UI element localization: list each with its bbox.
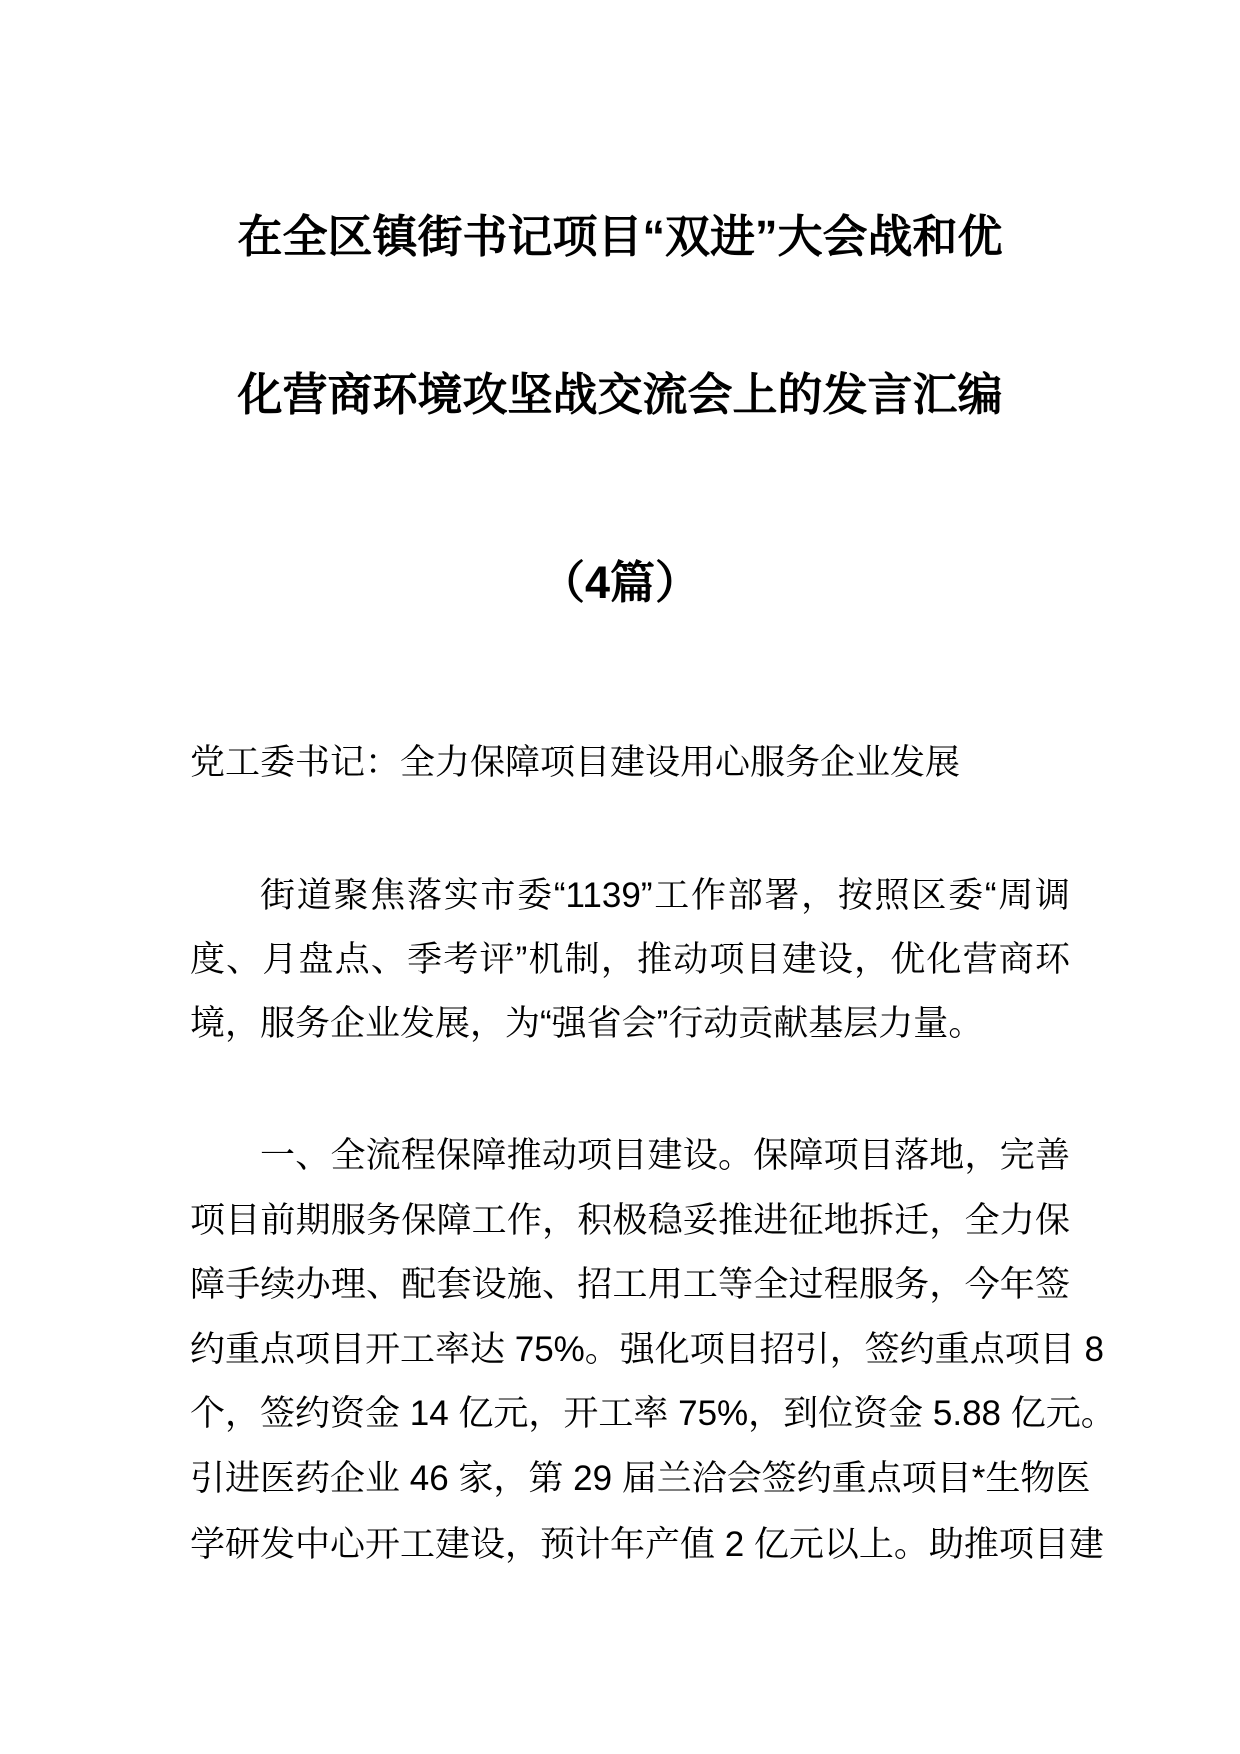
document-title-line-1: 在全区镇街书记项目“双进”大会战和优 — [237, 211, 1003, 262]
paragraph-line: 约重点项目开工率达 75%。强化项目招引，签约重点项目 8 — [190, 1330, 1104, 1369]
paragraph-line: 度、月盘点、季考评”机制，推动项目建设，优化营商环 — [190, 940, 1070, 979]
paragraph-line: 境，服务企业发展，为“强省会”行动贡献基层力量。 — [190, 1004, 984, 1043]
paragraph-line: 障手续办理、配套设施、招工用工等全过程服务，今年签 — [190, 1265, 1070, 1304]
paragraph-line: 街道聚焦落实市委“1139”工作部署，按照区委“周调 — [260, 876, 1070, 915]
paragraph-line: 个，签约资金 14 亿元，开工率 75%，到位资金 5.88 亿元。 — [190, 1394, 1116, 1433]
paragraph-line: 项目前期服务保障工作，积极稳妥推进征地拆迁，全力保 — [190, 1201, 1070, 1240]
paragraph-line: 学研发中心开工建设，预计年产值 2 亿元以上。助推项目建 — [190, 1525, 1104, 1564]
paragraph-line: 引进医药企业 46 家，第 29 届兰洽会签约重点项目*生物医 — [190, 1459, 1091, 1498]
section-subheading: 党工委书记：全力保障项目建设用心服务企业发展 — [190, 743, 961, 782]
document-title-line-2: 化营商环境攻坚战交流会上的发言汇编 — [237, 369, 1003, 420]
document-title-count: （4篇） — [539, 557, 701, 608]
paragraph-line: 一、全流程保障推动项目建设。保障项目落地，完善 — [260, 1136, 1070, 1175]
